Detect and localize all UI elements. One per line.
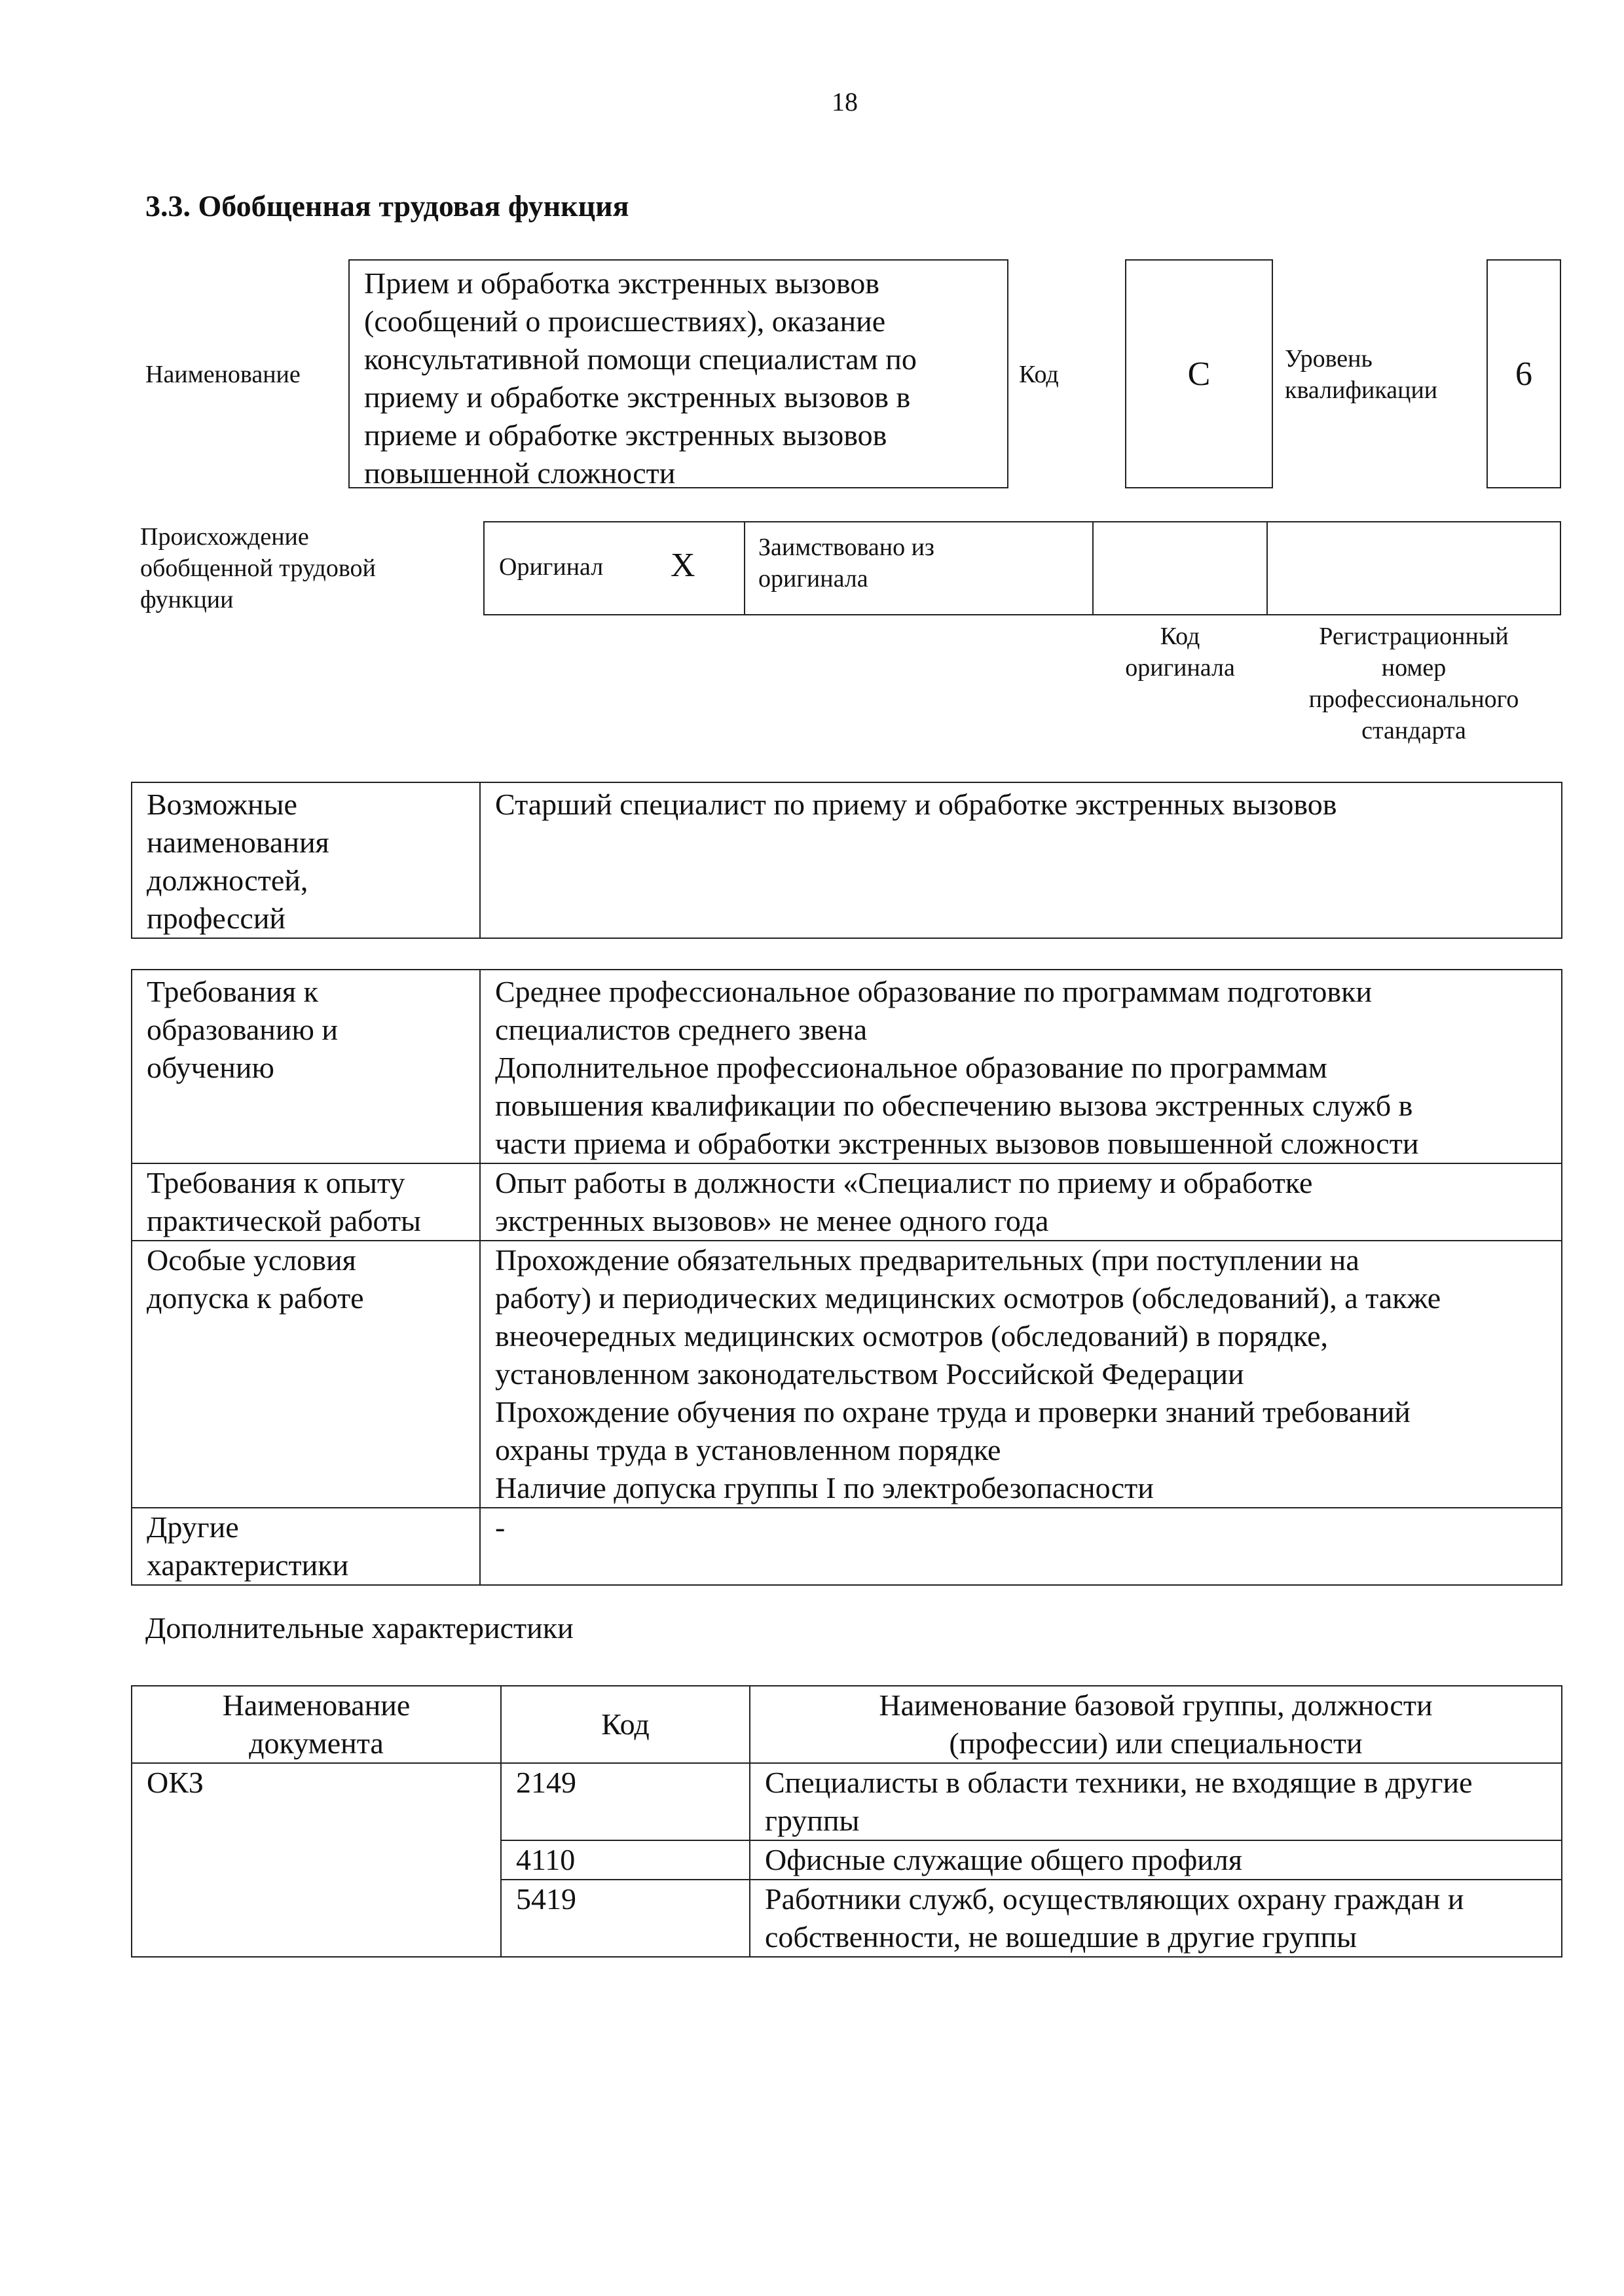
value-line: Наличие допуска группы I по электробезопасности [495, 1471, 1154, 1504]
function-name-line: повышенной сложности [364, 456, 676, 490]
function-name-line: приеме и обработке экстренных вызовов [364, 418, 887, 452]
group-name-line: Работники служб, осуществляющих охрану граждан и [765, 1882, 1464, 1916]
function-name-box [348, 259, 1008, 488]
original-cell [483, 521, 745, 615]
admission-value-cell [480, 1241, 1562, 1508]
experience-value-cell [480, 1163, 1562, 1241]
value-line: Прохождение обязательных предварительных (при поступлении на [495, 1243, 1359, 1277]
group-name-line: Специалисты в области техники, не входящие в другие [765, 1766, 1473, 1799]
education-value-cell [480, 970, 1562, 1163]
function-name-line: консультативной помощи специалистам по [364, 342, 917, 376]
level-value-box [1486, 259, 1561, 488]
value-line: внеочередных медицинских осмотров (обследований) в порядке, [495, 1319, 1329, 1353]
table-row [132, 1241, 1562, 1508]
additional-table [131, 1685, 1562, 1958]
borrowed-label-line: Заимствовано из [758, 534, 934, 561]
header-line: документа [249, 1726, 384, 1760]
group-name-cell [750, 1763, 1562, 1840]
label-line: профессий [147, 902, 286, 935]
original-code-caption [1092, 621, 1268, 683]
original-code-cell [1092, 521, 1268, 615]
code-value-box [1125, 259, 1273, 488]
caption-line: Регистрационный [1319, 623, 1509, 650]
value-line: - [495, 1510, 506, 1544]
positions-value-cell [480, 782, 1562, 938]
code-cell [501, 1840, 750, 1880]
label-line: должностей, [147, 864, 308, 897]
group-name-line: собственности, не вошедшие в другие группы [765, 1920, 1357, 1954]
name-label: Наименование [145, 361, 301, 388]
admission-label-cell [132, 1241, 480, 1508]
education-label-cell [132, 970, 480, 1163]
group-name-cell [750, 1840, 1562, 1880]
code-label: Код [1019, 361, 1059, 388]
label-line: Требования к опыту [147, 1166, 405, 1199]
code-cell [501, 1763, 750, 1840]
level-label-line: Уровень [1285, 345, 1373, 373]
value-line: охраны труда в установленном порядке [495, 1433, 1001, 1467]
table-header-row [132, 1686, 1562, 1763]
value-line: установленном законодательством Российской Федерации [495, 1357, 1244, 1391]
other-value-cell [480, 1508, 1562, 1585]
positions-table [131, 782, 1562, 939]
header-line: (профессии) или специальности [949, 1726, 1363, 1760]
origin-label-line: функции [140, 586, 234, 613]
label-line: Возможные [147, 788, 297, 821]
label-line: Особые условия [147, 1243, 356, 1277]
original-label: Оригинал [499, 553, 604, 581]
other-label-cell [132, 1508, 480, 1585]
borrowed-cell [744, 521, 1094, 615]
value-line: части приема и обработки экстренных вызовов повышенной сложности [495, 1127, 1419, 1160]
value-line: Среднее профессиональное образование по программам подготовки [495, 975, 1373, 1008]
borrowed-label-line: оригинала [758, 565, 868, 592]
value-line: экстренных вызовов» не менее одного года [495, 1204, 1049, 1237]
original-mark: X [671, 547, 695, 584]
label-line: допуска к работе [147, 1281, 364, 1315]
label-line: практической работы [147, 1204, 421, 1237]
value-line: Дополнительное профессиональное образование по программам [495, 1051, 1327, 1084]
header-line: Наименование [222, 1688, 411, 1722]
function-name-line: Прием и обработка экстренных вызовов [364, 266, 880, 300]
caption-line: номер [1381, 654, 1447, 682]
code-value: С [1187, 355, 1211, 393]
function-name-line: приему и обработке экстренных вызовов в [364, 380, 911, 414]
group-name-line: группы [765, 1804, 860, 1837]
value-line: работу) и периодических медицинских осмотров (обследований), а также [495, 1281, 1441, 1315]
label-line: Требования к [147, 975, 318, 1008]
header-group-cell [750, 1686, 1562, 1763]
value-line: специалистов среднего звена [495, 1013, 868, 1046]
code-cell [501, 1880, 750, 1957]
origin-label-line: обобщенной трудовой [140, 555, 376, 582]
value-line: повышения квалификации по обеспечению вызова экстренных служб в [495, 1089, 1413, 1122]
doc-name-cell [132, 1763, 501, 1957]
table-row [132, 782, 1562, 938]
positions-value: Старший специалист по приему и обработке экстренных вызовов [495, 788, 1337, 821]
experience-label-cell [132, 1163, 480, 1241]
okz-code: 5419 [516, 1882, 576, 1916]
group-name-cell [750, 1880, 1562, 1957]
table-row [132, 1763, 1562, 1840]
section-title: 3.3. Обобщенная трудовая функция [145, 189, 629, 223]
label-line: характеристики [147, 1548, 349, 1582]
doc-name: ОКЗ [147, 1766, 204, 1799]
page-number: 18 [832, 87, 858, 117]
registration-number-cell [1266, 521, 1561, 615]
level-value: 6 [1515, 355, 1532, 393]
level-label [1285, 343, 1437, 406]
header-code: Код [601, 1707, 650, 1741]
okz-code: 2149 [516, 1766, 576, 1799]
origin-label-line: Происхождение [140, 523, 309, 551]
caption-line: профессионального [1308, 685, 1519, 713]
group-name-line: Офисные служащие общего профиля [765, 1843, 1243, 1876]
header-line: Наименование базовой группы, должности [879, 1688, 1433, 1722]
table-row [132, 1163, 1562, 1241]
label-line: обучению [147, 1051, 274, 1084]
additional-title: Дополнительные характеристики [145, 1611, 574, 1645]
header-doc-cell [132, 1686, 501, 1763]
requirements-table [131, 969, 1562, 1586]
function-name-line: (сообщений о происшествиях), оказание [364, 304, 886, 338]
caption-line: Код [1160, 623, 1200, 650]
header-code-cell [501, 1686, 750, 1763]
level-label-line: квалификации [1285, 376, 1438, 404]
caption-line: оригинала [1125, 654, 1235, 682]
okz-code: 4110 [516, 1843, 576, 1876]
value-line: Прохождение обучения по охране труда и проверки знаний требований [495, 1395, 1411, 1429]
caption-line: стандарта [1361, 717, 1466, 744]
label-line: образованию и [147, 1013, 338, 1046]
value-line: Опыт работы в должности «Специалист по приему и обработке [495, 1166, 1313, 1199]
label-line: Другие [147, 1510, 239, 1544]
table-row [132, 1508, 1562, 1585]
origin-label [140, 521, 376, 615]
table-row [132, 970, 1562, 1163]
label-line: наименования [147, 826, 329, 859]
registration-number-caption [1266, 621, 1561, 746]
positions-label-cell [132, 782, 480, 938]
